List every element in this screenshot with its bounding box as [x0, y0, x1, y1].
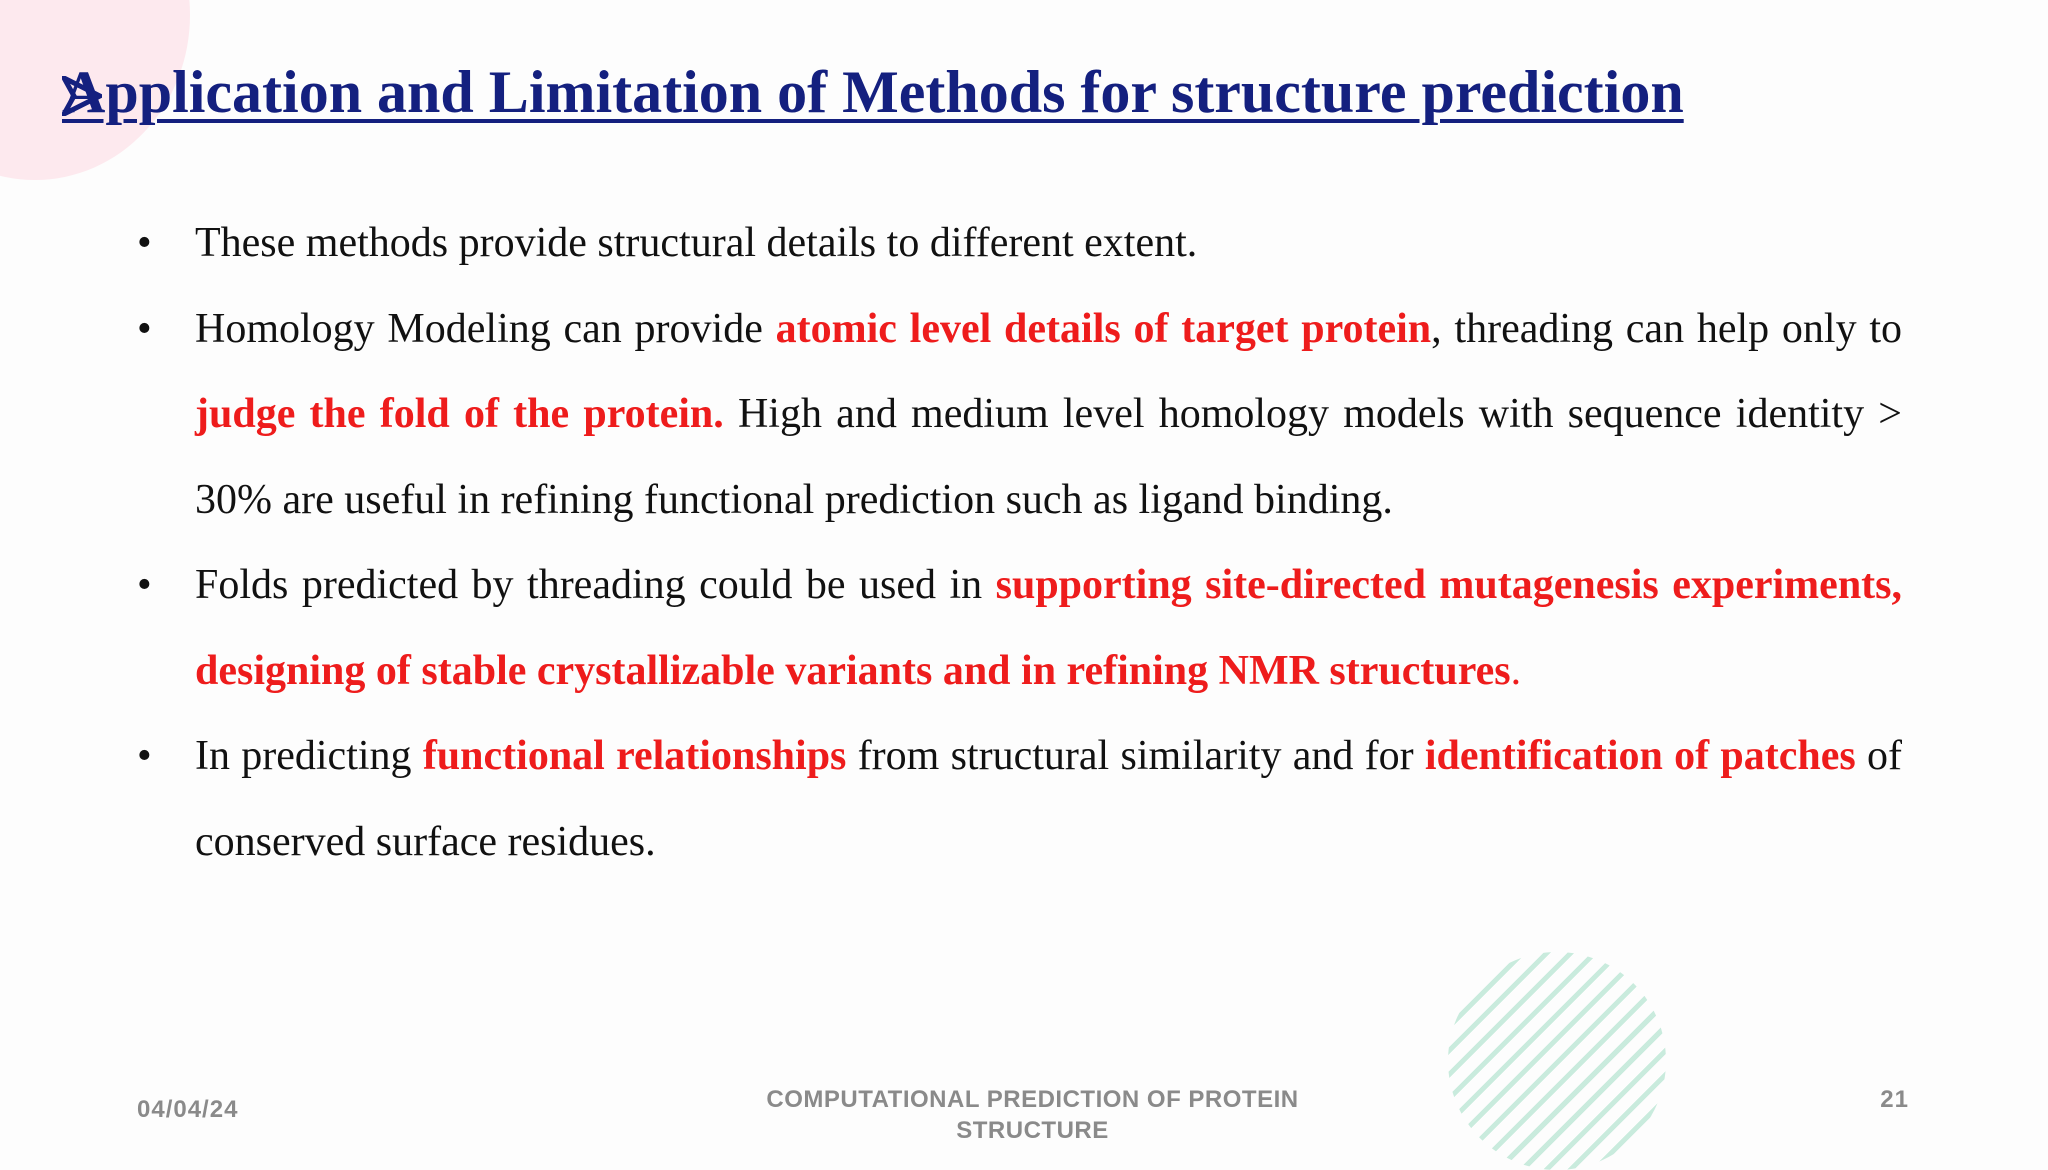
title-row — [62, 59, 1684, 128]
bullet-item — [137, 201, 1902, 287]
text-segment: Homology Modeling can provide — [195, 305, 776, 352]
bullet-text — [195, 714, 1902, 885]
footer-date: 04/04/24 — [137, 1096, 239, 1123]
text-segment: These methods provide structural details to different extent. — [195, 220, 1198, 266]
text-segment: High and medium level homology models with sequence identity > 30% are useful in refining functional prediction such as ligand binding. — [195, 391, 1902, 523]
emphasis-segment: atomic level details of target protein — [775, 305, 1432, 352]
bullet-text — [195, 201, 1902, 287]
bullet-dot: • — [137, 305, 152, 352]
bullet-item — [137, 714, 1902, 885]
bullet-item — [137, 543, 1902, 714]
bullet-text — [195, 287, 1902, 544]
bullet-dot: • — [137, 220, 152, 266]
footer-title-line: COMPUTATIONAL PREDICTION OF PROTEIN — [766, 1086, 1299, 1113]
text-segment: . — [1510, 647, 1522, 694]
page-number: 21 — [1880, 1086, 1909, 1113]
decorative-striped-circle — [1448, 952, 1666, 1170]
emphasis-segment: supporting site-directed mutagenesis experiments, designing of stable crystallizable variants and in refining NMR structures — [195, 562, 1903, 694]
footer-title — [730, 1084, 1335, 1146]
bullet-text — [195, 543, 1902, 714]
text-segment: of conserved surface residues. — [195, 733, 1903, 865]
emphasis-segment: functional relationships — [422, 733, 847, 779]
bullet-list — [137, 201, 1902, 885]
text-segment: , threading can help only to — [1431, 305, 1903, 352]
slide-title: Application and Limitation of Methods for structure prediction — [62, 59, 1684, 125]
text-segment: from structural similarity and for — [846, 733, 1425, 779]
emphasis-segment: identification of patches — [1424, 733, 1856, 779]
emphasis-segment: judge the fold of the protein. — [195, 391, 724, 437]
bullet-dot: • — [137, 733, 152, 779]
footer-title-line: STRUCTURE — [956, 1117, 1109, 1144]
bullet-dot: • — [137, 562, 152, 608]
text-segment: In predicting — [195, 733, 423, 779]
text-segment: Folds predicted by threading could be used in — [195, 562, 996, 608]
bullet-item — [137, 287, 1902, 544]
